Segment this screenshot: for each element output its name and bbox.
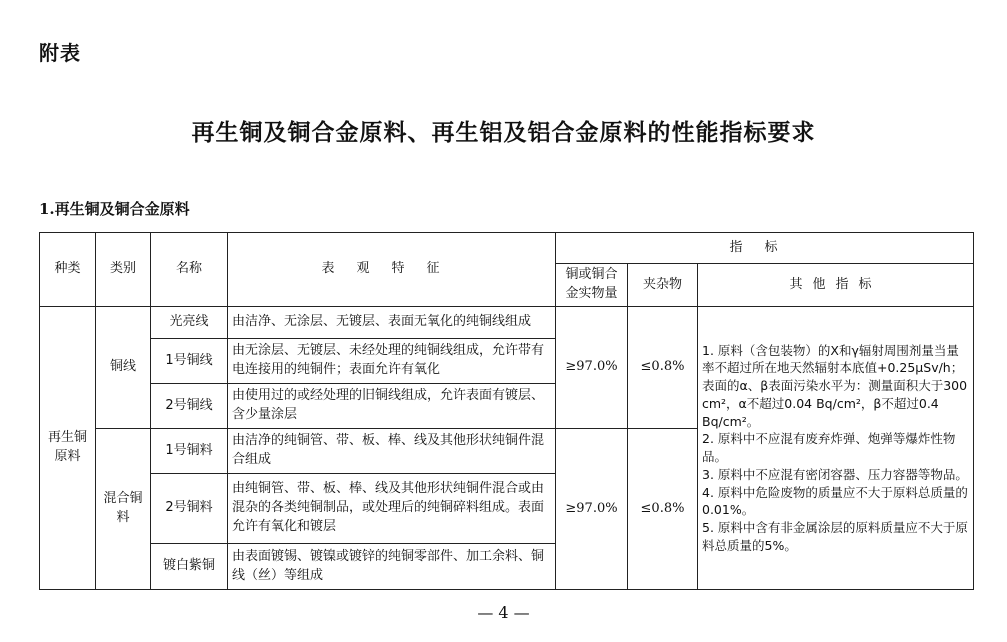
- appearance-cell: 由使用过的或经处理的旧铜线组成，允许表面有镀层、含少量涂层: [228, 384, 556, 429]
- header-kind: 种类: [40, 233, 96, 307]
- section-heading: 1.再生铜及铜合金原料: [39, 200, 190, 218]
- table-row: [40, 307, 974, 339]
- name-cell: 2号铜料: [151, 474, 228, 544]
- other-indicator-item: 3. 原料中不应混有密闭容器、压力容器等物品。: [702, 466, 968, 482]
- appendix-label: 附表: [39, 41, 81, 65]
- other-indicator-item: 2. 原料中不应混有废弃炸弹、炮弹等爆炸性物品。: [702, 431, 956, 464]
- other-indicator-item: 4. 原料中危险废物的质量应不大于原料总质量的0.01%。: [702, 484, 968, 518]
- appearance-cell: 由洁净、无涂层、无镀层、表面无氧化的纯铜线组成: [228, 307, 556, 339]
- name-cell: 2号铜线: [151, 384, 228, 429]
- name-cell: 1号铜线: [151, 339, 228, 384]
- other-indicator-item: 5. 原料中含有非金属涂层的原料质量应不大于原料总质量的5%。: [702, 520, 968, 553]
- copper-content-cell: ≥97.0%: [556, 307, 628, 429]
- appearance-cell: 由纯铜管、带、板、棒、线及其他形状纯铜件混合或由混杂的各类纯铜制品，或处理后的纯铜碎料组成。表面允许有氧化和镀层: [228, 474, 556, 544]
- header-appearance: 表观特征: [228, 233, 556, 307]
- header-other-indicators: 其他指标: [698, 264, 974, 307]
- table-header-row: [40, 233, 974, 264]
- header-impurities: 夹杂物: [628, 264, 698, 307]
- header-copper-content: 铜或铜合金实物量: [556, 264, 628, 307]
- name-cell: 1号铜料: [151, 429, 228, 474]
- page-number: — 4 —: [477, 603, 530, 622]
- header-category: 类别: [96, 233, 151, 307]
- appearance-cell: 由无涂层、无镀层、未经处理的纯铜线组成，允许带有电连接用的纯铜件；表面允许有氧化: [228, 339, 556, 384]
- category-cell: 混合铜料: [96, 429, 151, 590]
- copper-content-cell: ≥97.0%: [556, 429, 628, 590]
- header-name: 名称: [151, 233, 228, 307]
- name-cell: 光亮线: [151, 307, 228, 339]
- other-indicators-cell: [698, 307, 974, 590]
- spec-table: [39, 232, 974, 590]
- document-title: 再生铜及铜合金原料、再生铝及铝合金原料的性能指标要求: [191, 120, 816, 146]
- appearance-cell: 由洁净的纯铜管、带、板、棒、线及其他形状纯铜件混合组成: [228, 429, 556, 474]
- kind-cell: 再生铜原料: [40, 307, 96, 590]
- impurities-cell: ≤0.8%: [628, 429, 698, 590]
- other-indicator-item: 1. 原料（含包装物）的X和γ辐射周围剂量当量率不超过所在地天然辐射本底值+0.25μSv/h；表面的α、β表面污染水平为：测量面积大于300 cm²，α不超过0.04 Bq/cm²，β不超过0.4 Bq/cm²。: [702, 342, 968, 429]
- category-cell: 铜线: [96, 307, 151, 429]
- appearance-cell: 由表面镀锡、镀镍或镀锌的纯铜零部件、加工余料、铜线（丝）等组成: [228, 544, 556, 590]
- header-indicators: 指标: [556, 233, 974, 264]
- name-cell: 镀白紫铜: [151, 544, 228, 590]
- impurities-cell: ≤0.8%: [628, 307, 698, 429]
